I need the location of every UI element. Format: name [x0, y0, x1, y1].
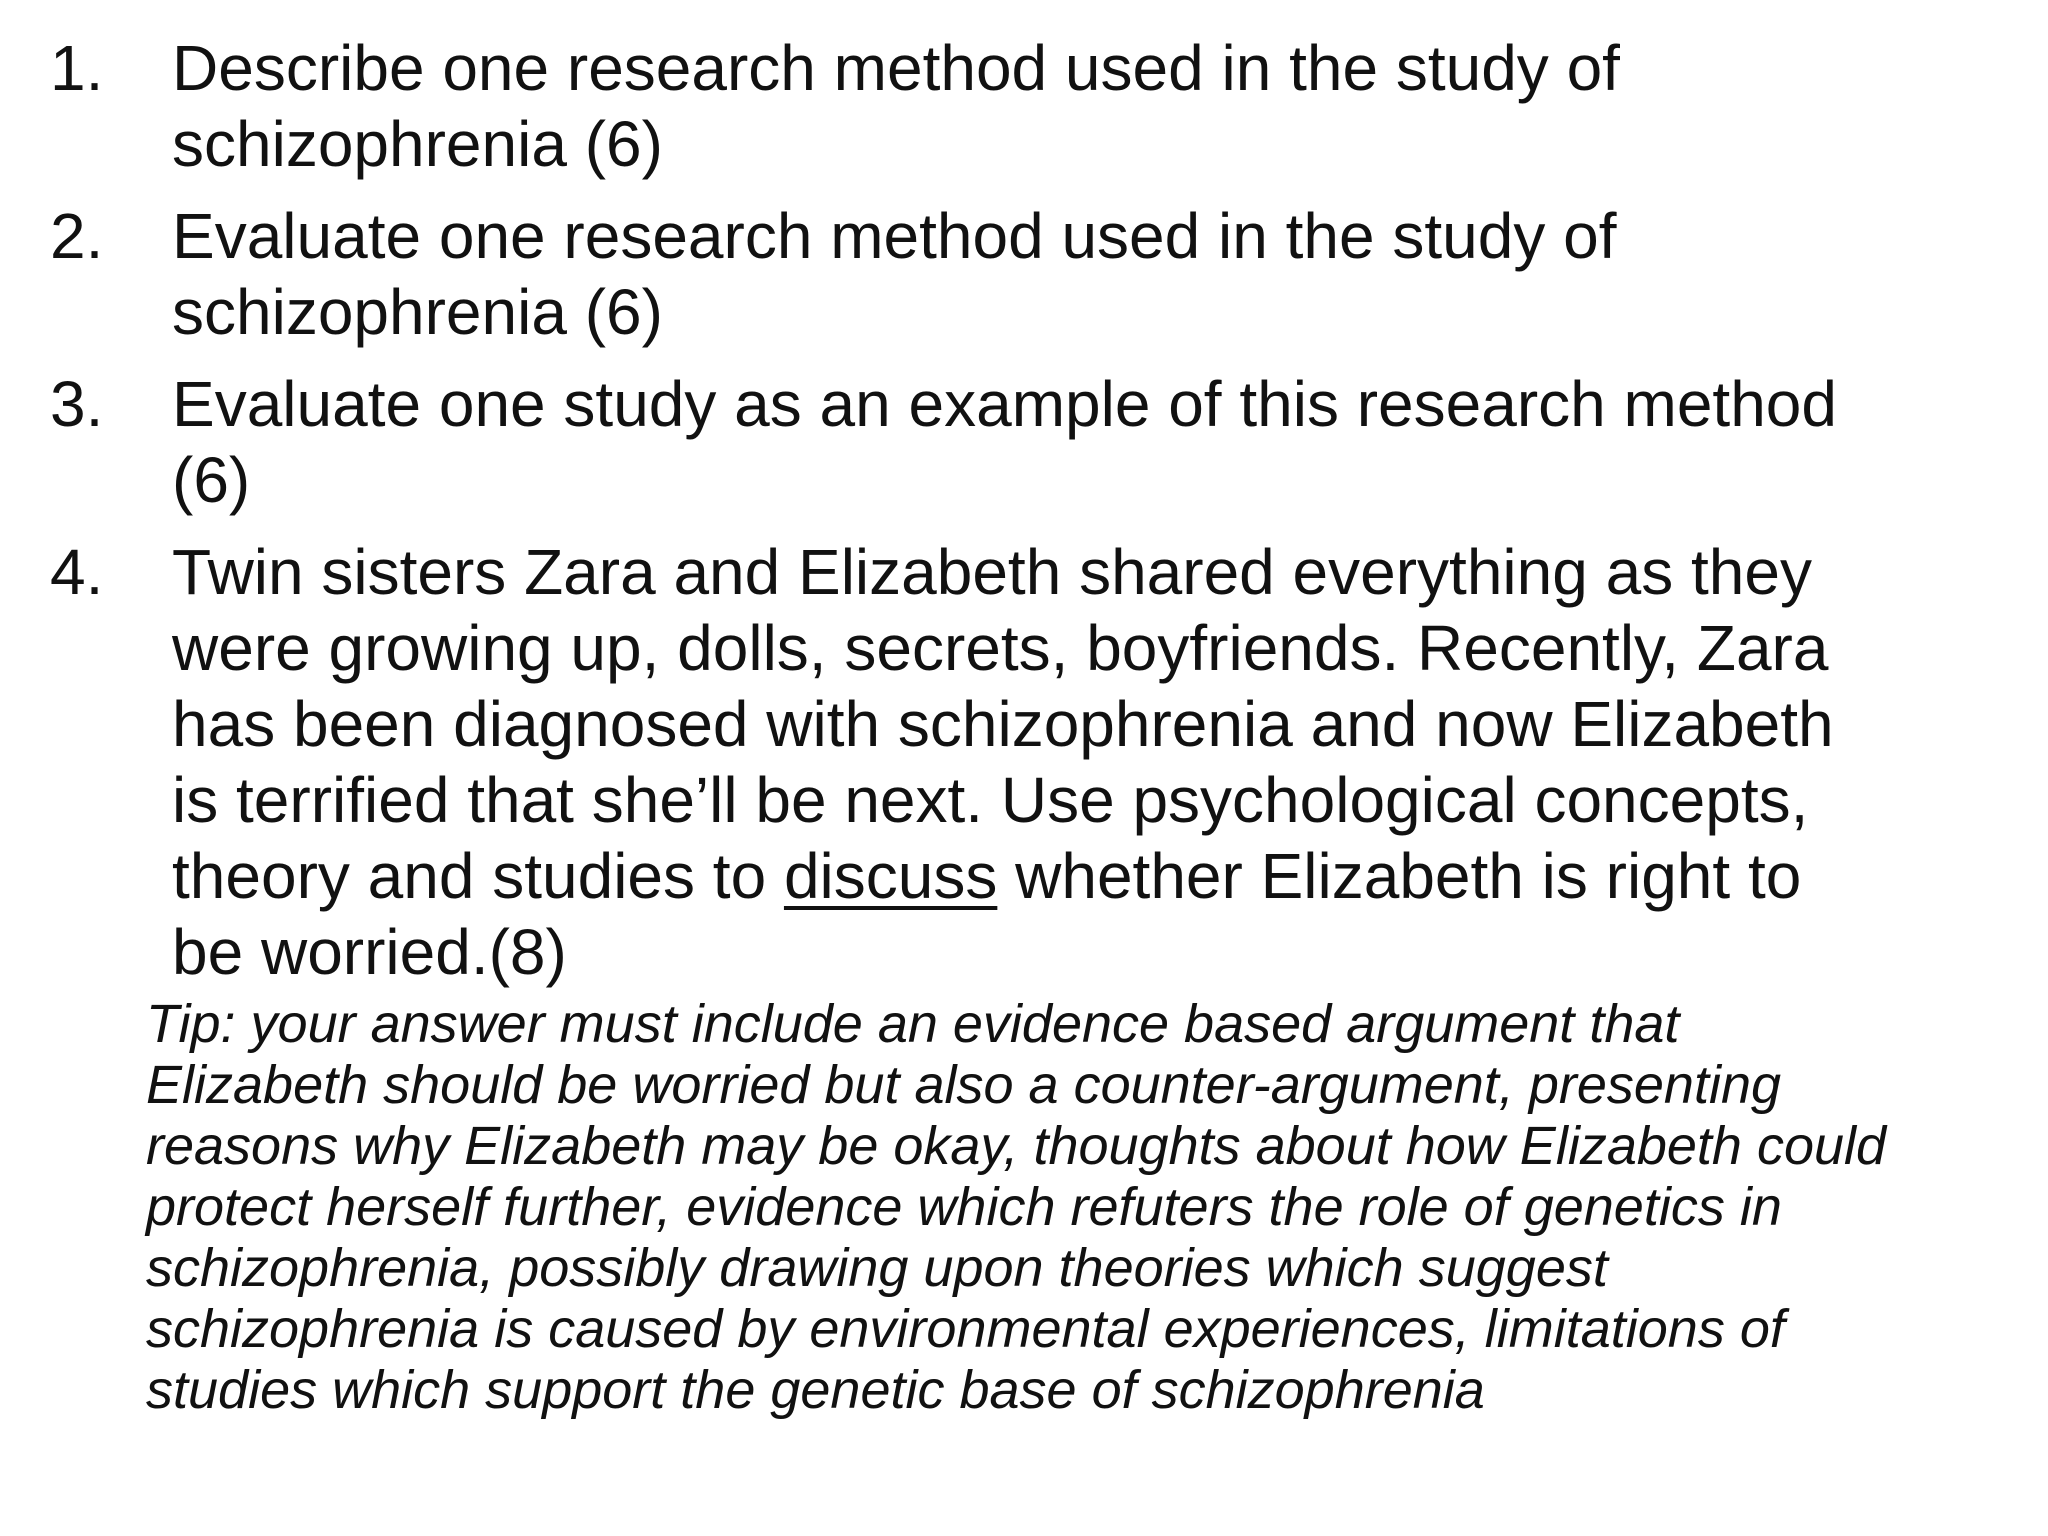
question-line: has been diagnosed with schizophrenia and now Elizabeth — [172, 688, 1834, 760]
question-line: be worried.(8) — [172, 916, 567, 988]
question-line: schizophrenia (6) — [172, 276, 663, 348]
question-line: Twin sisters Zara and Elizabeth shared everything as they — [172, 536, 1812, 608]
question-line: were growing up, dolls, secrets, boyfriends. Recently, Zara — [172, 612, 1829, 684]
question-line-end: whether Elizabeth is right to — [997, 840, 1802, 912]
question-text — [172, 30, 2022, 182]
tip-line: schizophrenia, possibly drawing upon theories which suggest — [146, 1238, 1608, 1298]
question-text — [172, 366, 2022, 518]
question-line: Evaluate one study as an example of this research method — [172, 368, 1837, 440]
question-number: 2. — [50, 200, 104, 272]
tip-line: Elizabeth should be worried but also a counter-argument, presenting — [146, 1055, 1782, 1115]
question-number: 1. — [50, 32, 104, 104]
question-text — [172, 198, 2022, 350]
underlined-word-discuss: discuss — [783, 840, 998, 912]
question-number: 4. — [50, 536, 104, 608]
tip-line: Tip: your answer must include an evidence based argument that — [146, 994, 1680, 1054]
tip-line: studies which support the genetic base of schizophrenia — [146, 1360, 1485, 1420]
question-text — [172, 534, 2022, 990]
question-line: schizophrenia (6) — [172, 108, 663, 180]
question-line: is terrified that she’ll be next. Use psychological concepts, — [172, 764, 1809, 836]
question-line-start: theory and studies to — [172, 840, 784, 912]
tip-line: reasons why Elizabeth may be okay, thoughts about how Elizabeth could — [146, 1116, 1887, 1176]
question-line — [172, 838, 2022, 914]
tip-text — [146, 994, 2026, 1421]
tip-line: schizophrenia is caused by environmental experiences, limitations of — [146, 1299, 1785, 1359]
question-line: Evaluate one research method used in the study of — [172, 200, 1617, 272]
tip-line: protect herself further, evidence which refuters the role of genetics in — [146, 1177, 1782, 1237]
question-number: 3. — [50, 368, 104, 440]
question-line: (6) — [172, 444, 251, 516]
question-line: Describe one research method used in the study of — [172, 32, 1620, 104]
